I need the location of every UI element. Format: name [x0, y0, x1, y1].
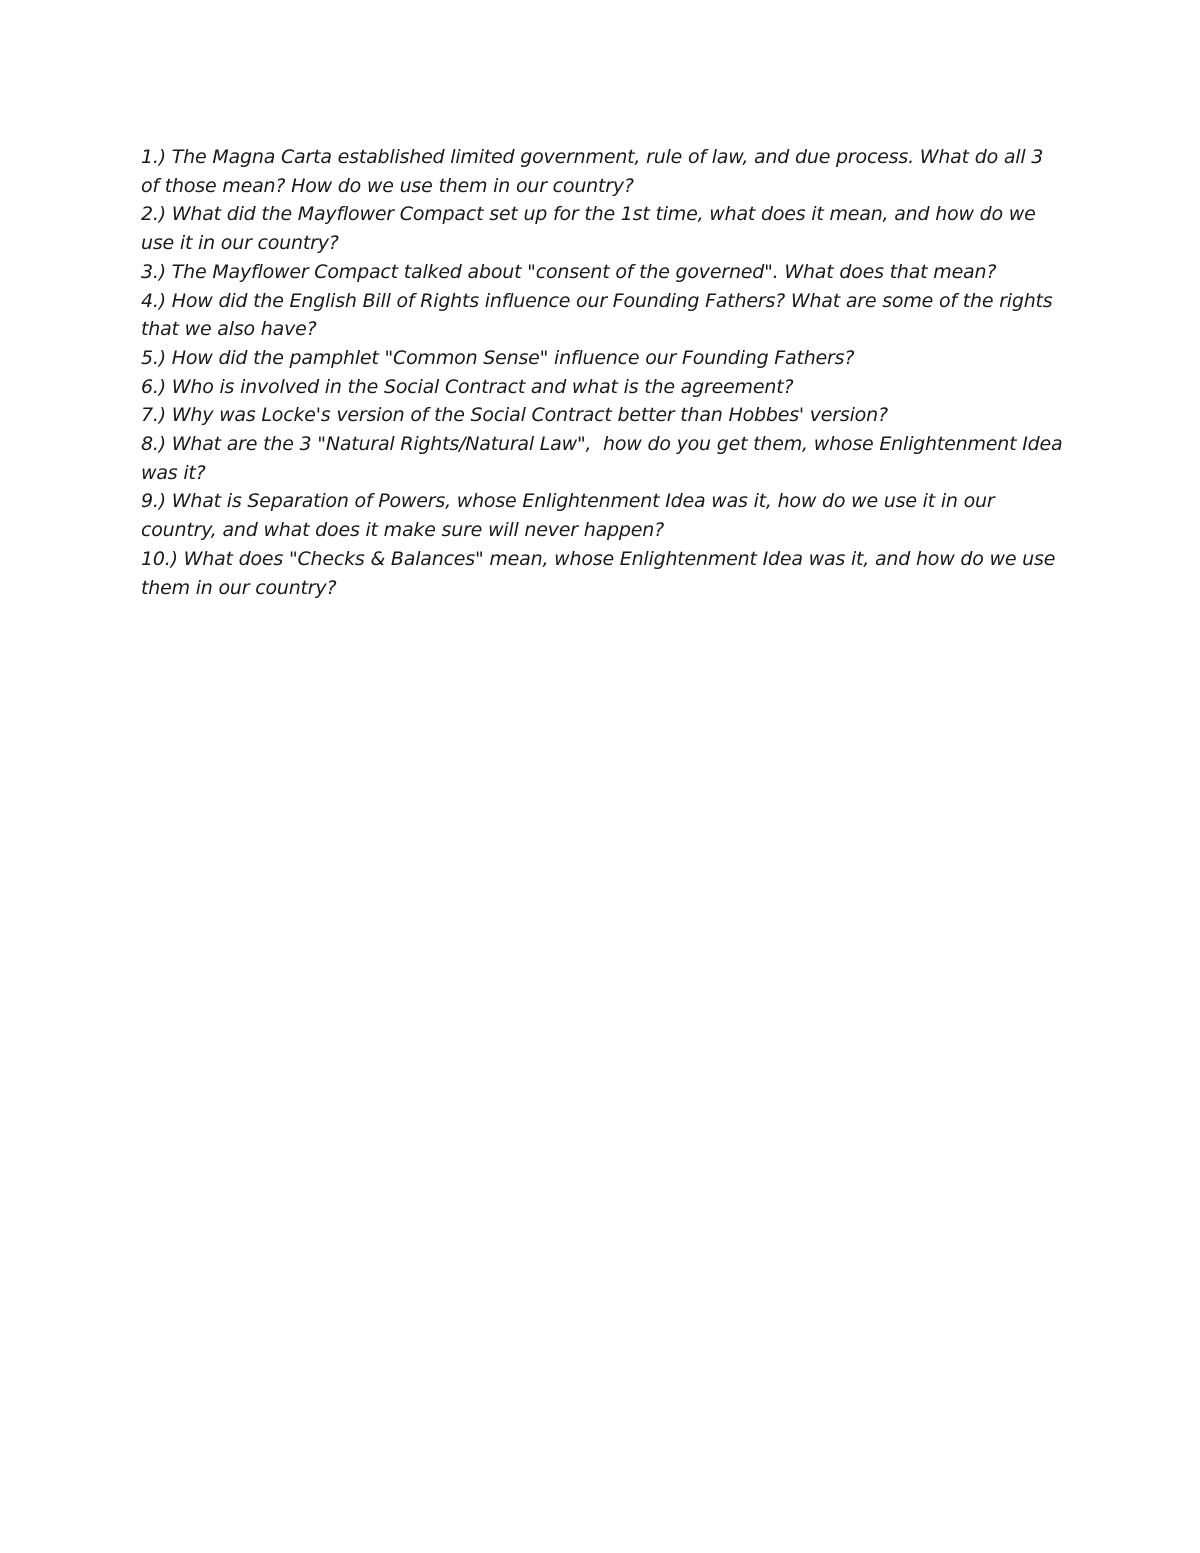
question-item: 6.) Who is involved in the Social Contract and what is the agreement?	[141, 375, 794, 398]
question-item: 9.) What is Separation of Powers, whose Enlightenment Idea was it, how do we use it in our country, and what does it make sure will never happen?	[141, 490, 1001, 542]
question-item: 1.) The Magna Carta established limited government, rule of law, and due process. What do all 3 of those mean? How do we use them in our country?	[141, 146, 1050, 197]
question-item: 3.) The Mayflower Compact talked about "consent of the governed". What does that mean?	[141, 260, 997, 283]
question-item: 5.) How did the pamphlet "Common Sense" influence our Founding Fathers?	[141, 346, 855, 369]
question-item: 2.) What did the Mayflower Compact set up for the 1st time, what does it mean, and how do we use it in our country?	[141, 203, 1042, 255]
question-item: 8.) What are the 3 "Natural Rights/Natural Law", how do you get them, whose Enlightenment Idea was it?	[141, 433, 1069, 484]
question-item: 7.) Why was Locke's version of the Social Contract better than Hobbes' version?	[141, 404, 888, 427]
question-list	[141, 143, 1069, 602]
question-item: 4.) How did the English Bill of Rights influence our Founding Fathers? What are some of the rights that we also have?	[141, 289, 1059, 341]
question-item: 10.) What does "Checks & Balances" mean, whose Enlightenment Idea was it, and how do we use them in our country?	[141, 547, 1062, 599]
